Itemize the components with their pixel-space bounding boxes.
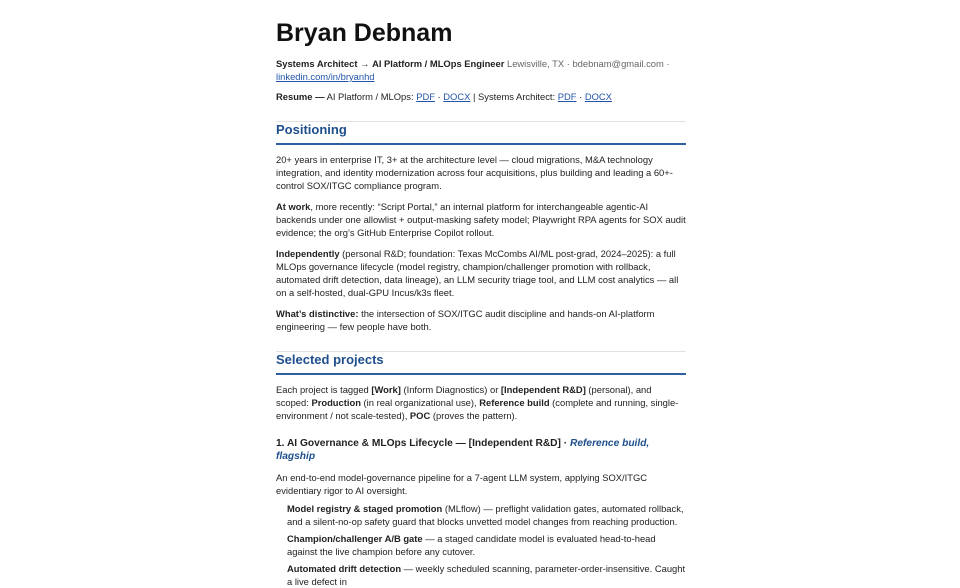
scope-production: Production [311, 397, 361, 408]
bullet-lead: Champion/challenger A/B gate [287, 533, 423, 544]
separator: · [437, 91, 441, 102]
project-description: An end-to-end model-governance pipeline for a 7-agent LLM system, applying SOX/ITGC evidentiary rigor to AI oversight. [276, 472, 648, 496]
list-item [287, 502, 686, 528]
positioning-distinctive [276, 307, 686, 333]
ai-docx-link[interactable]: DOCX [443, 91, 471, 102]
bullet-text: (MLflow) — preflight validation gates, automated rollback, and a silent-no-op safety guard that blocks unvetted model changes from reaching production. [287, 503, 684, 527]
distinctive-text: the intersection of SOX/ITGC audit discipline and hands-on AI-platform engineering — few people have both. [276, 308, 655, 332]
list-item [287, 562, 686, 588]
systems-architect-label: Systems Architect: [478, 91, 556, 102]
bullet-text: — a staged candidate model is evaluated head-to-head against the live champion before any cutover. [287, 533, 656, 557]
positioning-independent [276, 247, 686, 299]
tag-independent: [Independent R&D] [500, 384, 586, 395]
sa-docx-link[interactable]: DOCX [584, 91, 612, 102]
resume-page [276, 0, 686, 588]
ai-pdf-link[interactable]: PDF [416, 91, 435, 102]
project-title-text: 1. AI Governance & MLOps Lifecycle — [Independent R&D] · [276, 438, 568, 449]
sa-pdf-link[interactable]: PDF [557, 91, 577, 102]
work-text: , more recently: “Script Portal,” an internal platform for interchangeable agentic-AI backends under one allowlist + output-masking safety model; Playwright RPA agents for SOX audit evidence; the org’s GitHub Enterprise Copilot rollout. [276, 201, 686, 238]
work-lead: At work [276, 201, 311, 212]
title-line [276, 57, 686, 83]
scope-poc: POC [409, 410, 431, 421]
bullet-lead: Automated drift detection [287, 563, 402, 574]
distinctive-lead: What’s distinctive: [276, 308, 359, 319]
intro-text: (personal), and scoped: [276, 384, 652, 408]
linkedin-link[interactable]: linkedin.com/in/bryanhd [276, 71, 375, 82]
project-scope: Reference build, flagship [276, 438, 650, 462]
separator: · [566, 58, 570, 69]
arrow-icon: → [360, 58, 370, 69]
separator: · [666, 58, 670, 69]
intro-text: (proves the pattern). [430, 410, 518, 421]
intro-text: (in real organizational use), [360, 397, 480, 408]
project-bullets [276, 502, 686, 588]
pipe-separator: | [472, 91, 476, 102]
project-title [276, 437, 686, 463]
person-name: Bryan Debnam [276, 19, 453, 47]
projects-intro [276, 383, 686, 422]
separator: · [579, 91, 583, 102]
list-item [287, 532, 686, 558]
positioning-work [276, 200, 686, 239]
positioning-summary: 20+ years in enterprise IT, 3+ at the architecture level — cloud migrations, M&A technology integration, and identity modernization across four acquisitions, plus building and leading a 60+-control SOX/ITGC compliance program. [276, 154, 673, 191]
intro-text: (Inform Diagnostics) or [400, 384, 501, 395]
bullet-lead: Model registry & staged promotion [287, 503, 443, 514]
tag-work: [Work] [371, 384, 401, 395]
email[interactable]: bdebnam@gmail.com [572, 58, 664, 69]
location: Lewisville, TX [506, 58, 565, 69]
resume-label: Resume — [276, 91, 325, 102]
bullet-text: — weekly scheduled scanning, parameter-order-insensitive. Caught a live defect in [287, 563, 686, 587]
target-role: AI Platform / MLOps Engineer [372, 58, 505, 69]
ai-platform-label: AI Platform / MLOps: [326, 91, 414, 102]
resume-downloads [276, 90, 686, 103]
scope-reference: Reference build [479, 397, 550, 408]
section-heading-projects: Selected projects [276, 352, 686, 375]
intro-text: Each project is tagged [276, 384, 372, 395]
current-role: Systems Architect [276, 58, 358, 69]
independent-lead: Independently [276, 248, 340, 259]
independent-text: (personal R&D; foundation: Texas McCombs AI/ML post-grad, 2024–2025): a full MLOps governance lifecycle (model registry, champion/challenger promotion with rollback, automated drift detection, data lineage), an LLM security triage tool, and LLM cost analytics — all on a self-hosted, dual-GPU Incus/k3s fleet. [276, 248, 679, 298]
intro-text: (complete and running, single-environment / not scale-tested), [276, 397, 679, 421]
section-heading-positioning: Positioning [276, 122, 686, 145]
